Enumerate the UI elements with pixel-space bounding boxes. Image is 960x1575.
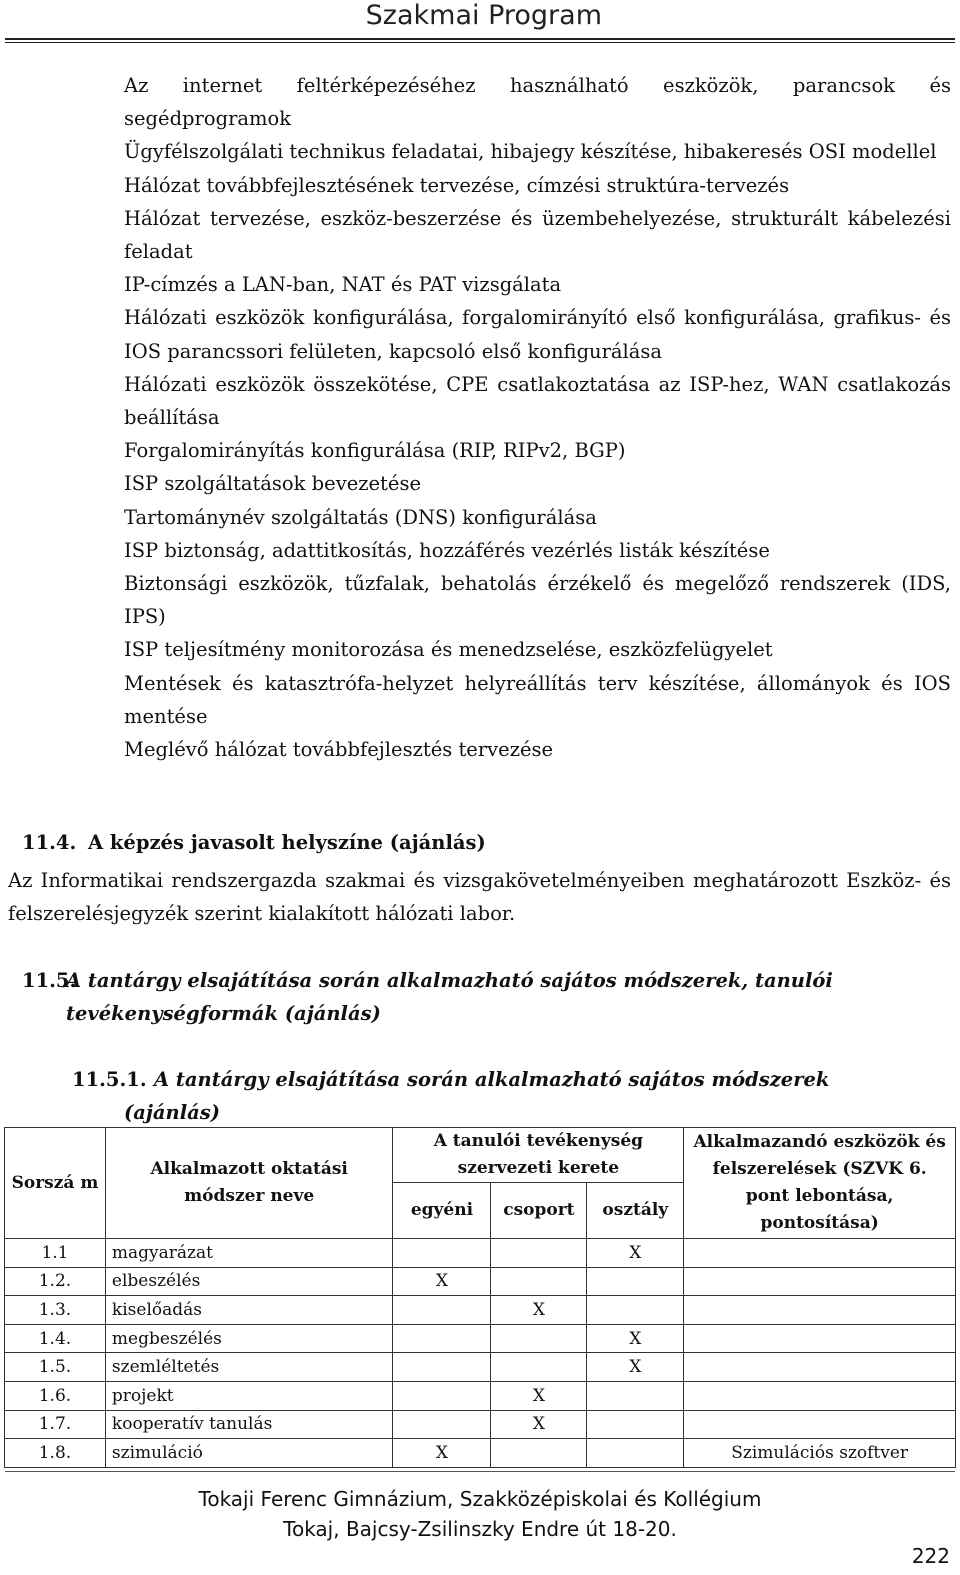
row-tools xyxy=(684,1353,956,1382)
row-tools: Szimulációs szoftver xyxy=(684,1439,956,1468)
row-group: X xyxy=(491,1296,587,1325)
topic-item: Forgalomirányítás konfigurálása (RIP, RIPv2, BGP) xyxy=(124,439,626,463)
row-number: 1.1 xyxy=(5,1239,106,1268)
page-number: 222 xyxy=(911,1544,950,1568)
topic-item: Hálózat továbbfejlesztésének tervezése, címzési struktúra-tervezés xyxy=(124,173,790,197)
row-tools xyxy=(684,1381,956,1410)
topic-item: ISP teljesítmény monitorozása és menedzselése, eszközfelügyelet xyxy=(124,638,773,662)
topic-item: IP-címzés a LAN-ban, NAT és PAT vizsgálata xyxy=(124,273,562,297)
row-group xyxy=(491,1324,587,1353)
table-row xyxy=(5,1410,956,1439)
row-tools xyxy=(684,1267,956,1296)
section-11-5-heading xyxy=(22,964,951,1030)
topic-item: ISP biztonság, adattitkosítás, hozzáférés vezérlés listák készítése xyxy=(124,538,770,562)
page-header-title: Szakmai Program xyxy=(365,0,602,31)
topic-item: Hálózat tervezése, eszköz-beszerzése és üzembehelyezése, strukturált kábelezési feladat xyxy=(124,206,951,264)
table-row xyxy=(5,1239,956,1268)
section-11-4-heading xyxy=(22,831,486,854)
footer-school-name: Tokaji Ferenc Gimnázium, Szakközépiskolai és Kollégium xyxy=(198,1487,762,1511)
row-individual xyxy=(393,1353,491,1382)
row-individual: X xyxy=(393,1267,491,1296)
row-tools xyxy=(684,1324,956,1353)
section-title: A képzés javasolt helyszíne (ajánlás) xyxy=(88,831,486,854)
col-header-method: Alkalmazott oktatási módszer neve xyxy=(105,1128,393,1239)
section-title-line2: tevékenységformák (ajánlás) xyxy=(66,1002,381,1026)
row-class xyxy=(587,1296,684,1325)
section-number: 11.5. xyxy=(22,969,77,992)
col-header-class: osztály xyxy=(587,1183,684,1239)
topic-item: ISP szolgáltatások bevezetése xyxy=(124,472,421,496)
col-header-group-small: csoport xyxy=(491,1183,587,1239)
row-group xyxy=(491,1267,587,1296)
footer-divider xyxy=(5,1471,955,1472)
section-number: 11.4. xyxy=(22,831,77,854)
col-header-group: A tanulói tevékenység szervezeti kerete xyxy=(393,1128,684,1183)
row-class xyxy=(587,1381,684,1410)
section-title-line2: (ajánlás) xyxy=(124,1101,220,1125)
topic-list xyxy=(124,69,951,766)
row-individual xyxy=(393,1381,491,1410)
col-header-tools: Alkalmazandó eszközök és felszerelések (SZVK 6. pont lebontása, pontosítása) xyxy=(684,1128,956,1239)
topic-item: Tartománynév szolgáltatás (DNS) konfigurálása xyxy=(124,505,597,529)
row-number: 1.2. xyxy=(5,1267,106,1296)
row-method: magyarázat xyxy=(105,1239,393,1268)
table-row xyxy=(5,1381,956,1410)
topic-item: Hálózati eszközök összekötése, CPE csatlakoztatása az ISP-hez, WAN csatlakozás beállítása xyxy=(124,372,951,430)
table-row xyxy=(5,1353,956,1382)
section-11-5-1-heading xyxy=(72,1063,951,1129)
row-class xyxy=(587,1410,684,1439)
section-title-line1: A tantárgy elsajátítása során alkalmazható sajátos módszerek, tanulói xyxy=(66,969,833,992)
row-individual xyxy=(393,1239,491,1268)
row-number: 1.5. xyxy=(5,1353,106,1382)
section-11-4-text: Az Informatikai rendszergazda szakmai és vizsgakövetelményeiben meghatározott Eszköz- és felszerelésjegyzék szerint kialakított hálózati labor. xyxy=(8,869,951,926)
section-title-line1: A tantárgy elsajátítása során alkalmazható sajátos módszerek xyxy=(154,1068,830,1091)
row-method: projekt xyxy=(105,1381,393,1410)
row-number: 1.8. xyxy=(5,1439,106,1468)
topic-item: Biztonsági eszközök, tűzfalak, behatolás érzékelő és megelőző rendszerek (IDS, IPS) xyxy=(124,572,951,629)
row-class xyxy=(587,1267,684,1296)
section-number: 11.5.1. xyxy=(72,1068,147,1091)
row-method: szimuláció xyxy=(105,1439,393,1468)
row-tools xyxy=(684,1296,956,1325)
table-row xyxy=(5,1439,956,1468)
row-individual: X xyxy=(393,1439,491,1468)
row-method: megbeszélés xyxy=(105,1324,393,1353)
row-individual xyxy=(393,1296,491,1325)
row-class: X xyxy=(587,1324,684,1353)
row-group xyxy=(491,1353,587,1382)
row-class: X xyxy=(587,1239,684,1268)
row-number: 1.4. xyxy=(5,1324,106,1353)
row-number: 1.6. xyxy=(5,1381,106,1410)
row-group: X xyxy=(491,1381,587,1410)
header-divider xyxy=(5,38,955,43)
row-number: 1.7. xyxy=(5,1410,106,1439)
row-tools xyxy=(684,1239,956,1268)
row-individual xyxy=(393,1410,491,1439)
row-method: kiselőadás xyxy=(105,1296,393,1325)
row-class xyxy=(587,1439,684,1468)
row-group xyxy=(491,1439,587,1468)
col-header-individual: egyéni xyxy=(393,1183,491,1239)
row-class: X xyxy=(587,1353,684,1382)
row-method: szemléltetés xyxy=(105,1353,393,1382)
table-row xyxy=(5,1296,956,1325)
topic-item: Meglévő hálózat továbbfejlesztés tervezése xyxy=(124,738,554,762)
page-footer xyxy=(0,1484,960,1544)
methods-table xyxy=(4,1127,956,1468)
topic-item: Mentések és katasztrófa-helyzet helyreállítás terv készítése, állományok és IOS mentése xyxy=(124,671,951,728)
row-method: elbeszélés xyxy=(105,1267,393,1296)
footer-address: Tokaj, Bajcsy-Zsilinszky Endre út 18-20. xyxy=(283,1517,677,1541)
topic-item: Hálózati eszközök konfigurálása, forgalomirányító első konfigurálása, grafikus- és IOS parancssori felületen, kapcsoló első konfigurálása xyxy=(124,306,951,363)
table-row xyxy=(5,1267,956,1296)
topic-item: Ügyfélszolgálati technikus feladatai, hibajegy készítése, hibakeresés OSI modellel xyxy=(124,140,937,164)
topic-item: Az internet feltérképezéséhez használható eszközök, parancsok és segédprogramok xyxy=(124,74,951,131)
row-group: X xyxy=(491,1410,587,1439)
row-number: 1.3. xyxy=(5,1296,106,1325)
row-individual xyxy=(393,1324,491,1353)
table-row xyxy=(5,1324,956,1353)
row-method: kooperatív tanulás xyxy=(105,1410,393,1439)
row-tools xyxy=(684,1410,956,1439)
row-group xyxy=(491,1239,587,1268)
col-header-number: Sorszá m xyxy=(5,1128,106,1239)
